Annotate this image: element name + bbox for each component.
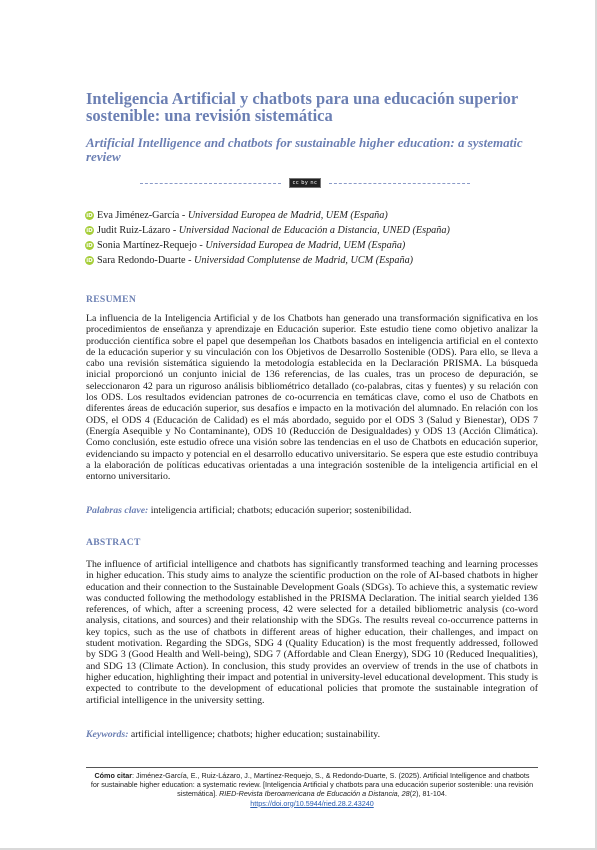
author-item: iD Sonia Martínez-Requejo - Universidad Europea de Madrid, UEM (España)	[86, 240, 406, 251]
citation-issue: (2), 81-104.	[409, 789, 447, 799]
orcid-icon[interactable]: iD	[86, 242, 93, 249]
author-name: Judit Ruiz-Lázaro	[97, 225, 171, 236]
author-item: iD Eva Jiménez-García - Universidad Europea de Madrid, UEM (España)	[86, 210, 388, 221]
author-item: iD Judit Ruiz-Lázaro - Universidad Nacional de Educación a Distancia, UNED (España)	[86, 225, 450, 236]
author-affiliation: Universidad Europea de Madrid, UEM (España)	[187, 210, 388, 221]
citation-doi-link[interactable]: https://doi.org/10.5944/ried.28.2.43240	[250, 798, 374, 808]
author-affiliation: Universidad Complutense de Madrid, UCM (España)	[194, 255, 414, 266]
author-list	[85, 208, 545, 268]
author-name: Eva Jiménez-García	[97, 210, 180, 221]
title-english: Artificial Intelligence and chatbots for sustainable higher education: a systematic review	[86, 135, 523, 164]
orcid-icon[interactable]: iD	[86, 212, 93, 219]
divider-dash-right	[329, 183, 470, 184]
author-affiliation: Universidad Nacional de Educación a Distancia, UNED (España)	[178, 225, 450, 236]
abstract-keywords-label: Keywords:	[86, 729, 129, 740]
resumen-heading: RESUMEN	[86, 294, 137, 305]
resumen-keywords-label: Palabras clave:	[86, 505, 149, 516]
author-name: Sara Redondo-Duarte	[97, 255, 186, 266]
citation-text: : Jiménez-García, E., Ruiz-Lázaro, J., Martínez-Requejo, S., & Redondo-Duarte, S. (2025). Artificial Intelligence and chatbots for sustainable higher education: a systematic review. [Inteligencia Artificial y chatbots para una educación superior sostenible: una revisión sistemática].	[90, 771, 534, 799]
divider-dash-left	[140, 183, 281, 184]
abstract-keywords	[86, 729, 538, 740]
resumen-keywords	[86, 505, 538, 516]
citation-label: Cómo citar	[94, 771, 133, 780]
author-affiliation: Universidad Europea de Madrid, UEM (España)	[205, 240, 406, 251]
orcid-icon[interactable]: iD	[86, 257, 93, 264]
citation-divider	[86, 767, 538, 768]
abstract-keywords-value: artificial intelligence; chatbots; higher education; sustainability.	[130, 729, 381, 740]
citation-journal: RIED-Revista Iberoamericana de Educación a Distancia, 28	[219, 789, 410, 799]
resumen-keywords-value: inteligencia artificial; chatbots; educación superior; sostenibilidad.	[150, 505, 412, 516]
author-item: iD Sara Redondo-Duarte - Universidad Complutense de Madrid, UCM (España)	[86, 255, 414, 266]
how-to-cite	[90, 771, 534, 808]
resumen-text: La influencia de la Inteligencia Artificial y de los Chatbots han generado una transformación significativa en los procedimientos de enseñanza y aprendizaje en Educación superior. Este estudio tiene como objetivo analizar la producción científica sobre el papel que desempeñan los Chatbots basados en inteligencia artificial en el contexto de la educación superior y su vinculación con los Objetivos de Desarrollo Sostenible (ODS). Para ello, se lleva a cabo una revisión sistemática siguiendo la metodología establecida en la Declaración PRISMA. La búsqueda inicial proporcionó un conjunto inicial de 136 referencias, de las cuales, tras un proceso de depuración, se seleccionaron 42 para un riguroso análisis bibliométrico detallado (co-palabras, citas y fuentes) y su relación con los ODS. Los resultados evidencian patrones de co-ocurrencia en temáticas clave, como el uso de Chatbots en diferentes áreas de educación superior, sus desafíos e impacto en la motivación del alumnado. En relación con los ODS, el ODS 4 (Educación de Calidad) es el más abordado, seguido por el ODS 3 (Salud y Bienestar), ODS 7 (Energía Asequible y No Contaminante), ODS 10 (Reducción de Desigualdades) y ODS 13 (Acción Climática). Como conclusión, este estudio ofrece una visión sobre las tendencias en el uso de Chatbots en educación superior, evidenciando su impacto y potencial en el desarrollo educativo universitario. Se espera que este estudio contribuya a la elaboración de políticas educativas orientadas a una integración sostenible de la inteligencia artificial en el entorno universitario.	[86, 313, 538, 483]
abstract-heading: ABSTRACT	[86, 537, 141, 548]
title-spanish: Inteligencia Artificial y chatbots para una educación superior sostenible: una revisión sistemática	[86, 89, 518, 125]
creative-commons-license-icon[interactable]: cc by nc	[289, 178, 321, 188]
author-name: Sonia Martínez-Requejo	[97, 240, 197, 251]
abstract-text: The influence of artificial intelligence and chatbots has significantly transformed teaching and learning processes in higher education. This study aims to analyze the scientific production on the role of AI-based chatbots in higher education and their connection to the Sustainable Development Goals (SDGs). To achieve this, a systematic review was conducted following the methodology established in the PRISMA Declaration. The initial search yielded 136 references, of which, after a screening process, 42 were selected for a detailed bibliometric analysis (co-word analysis, citations, and sources) and their relationship with the SDGs. The results reveal co-occurrence patterns in key topics, such as the use of chatbots in different areas of higher education, their challenges, and impact on student motivation. Regarding the SDGs, SDG 4 (Quality Education) is the most frequently addressed, followed by SDG 3 (Good Health and Well-being), SDG 7 (Affordable and Clean Energy), SDG 10 (Reduced Inequalities), and SDG 13 (Climate Action). In conclusion, this study provides an overview of trends in the use of chatbots in higher education, highlighting their impact and potential in university-level educational development. This study is expected to contribute to the development of educational policies that promote the sustainable integration of artificial intelligence in the university setting.	[86, 559, 538, 706]
orcid-icon[interactable]: iD	[86, 227, 93, 234]
title-divider	[140, 178, 470, 188]
